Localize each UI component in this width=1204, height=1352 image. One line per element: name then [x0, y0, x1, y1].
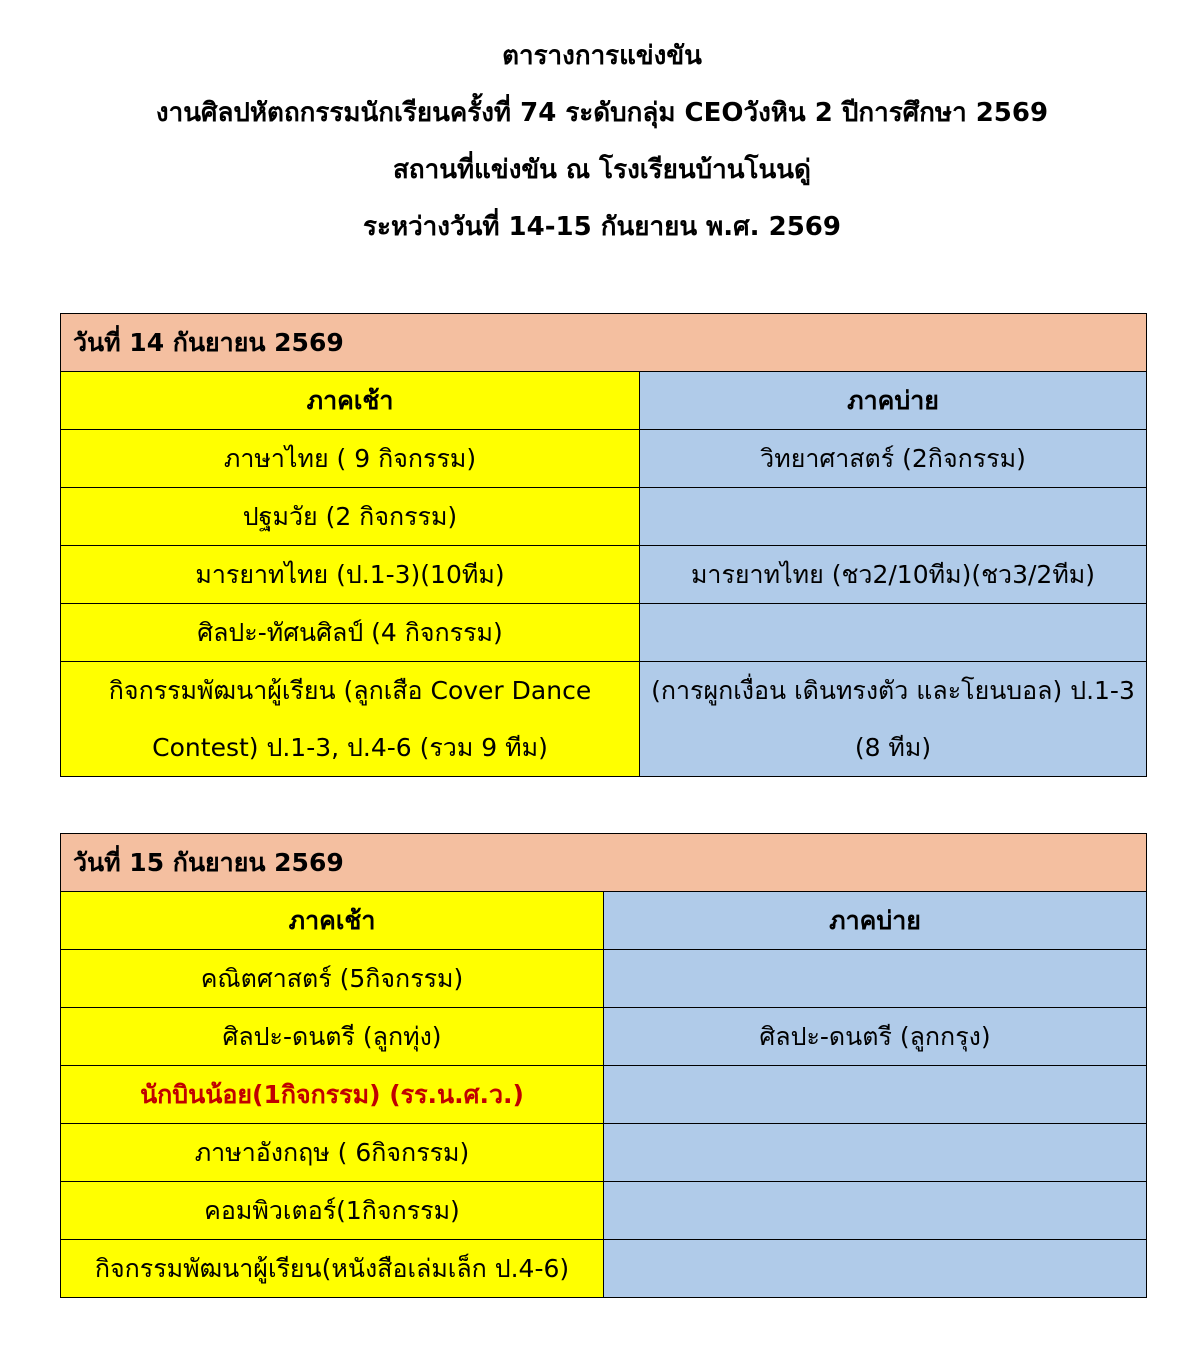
table-row [61, 1066, 1147, 1124]
day-header-row [61, 834, 1147, 892]
day1-afternoon-cell: วิทยาศาสตร์ (2กิจกรรม) [640, 430, 1147, 488]
schedule-table-day1 [60, 313, 1147, 777]
day1-morning-cell: ปฐมวัย (2 กิจกรรม) [61, 488, 640, 546]
day-header-row [61, 314, 1147, 372]
document-title-block [0, 28, 1204, 256]
day2-title: วันที่ 15 กันยายน 2569 [61, 834, 1147, 892]
day2-afternoon-cell [604, 1182, 1147, 1240]
day2-afternoon-header: ภาคบ่าย [604, 892, 1147, 950]
column-header-row [61, 372, 1147, 430]
day2-morning-header: ภาคเช้า [61, 892, 604, 950]
table-row [61, 604, 1147, 662]
table-row [61, 430, 1147, 488]
day2-morning-cell: ภาษาอังกฤษ ( 6กิจกรรม) [61, 1124, 604, 1182]
title-line-4: ระหว่างวันที่ 14-15 กันยายน พ.ศ. 2569 [363, 212, 841, 242]
day1-morning-cell: กิจกรรมพัฒนาผู้เรียน (ลูกเสือ Cover Dance Contest) ป.1-3, ป.4-6 (รวม 9 ทีม) [61, 662, 640, 777]
table-row [61, 546, 1147, 604]
day1-title: วันที่ 14 กันยายน 2569 [61, 314, 1147, 372]
day2-morning-cell-highlight: นักบินน้อย(1กิจกรรม) (รร.น.ศ.ว.) [61, 1066, 604, 1124]
day2-afternoon-cell [604, 950, 1147, 1008]
table-row [61, 950, 1147, 1008]
day1-morning-cell: ศิลปะ-ทัศนศิลป์ (4 กิจกรรม) [61, 604, 640, 662]
table-row [61, 662, 1147, 777]
title-line-2: งานศิลปหัตถกรรมนักเรียนครั้งที่ 74 ระดับกลุ่ม CEOวังหิน 2 ปีการศึกษา 2569 [155, 98, 1049, 128]
day1-morning-cell: มารยาทไทย (ป.1-3)(10ทีม) [61, 546, 640, 604]
day1-afternoon-cell [640, 604, 1147, 662]
day2-morning-cell: ศิลปะ-ดนตรี (ลูกทุ่ง) [61, 1008, 604, 1066]
column-header-row [61, 892, 1147, 950]
day2-morning-cell: คอมพิวเตอร์(1กิจกรรม) [61, 1182, 604, 1240]
day1-morning-header: ภาคเช้า [61, 372, 640, 430]
day2-afternoon-cell: ศิลปะ-ดนตรี (ลูกกรุง) [604, 1008, 1147, 1066]
day1-afternoon-cell: มารยาทไทย (ชว2/10ทีม)(ชว3/2ทีม) [640, 546, 1147, 604]
schedule-table-day2 [60, 833, 1147, 1298]
table-row [61, 1124, 1147, 1182]
day1-afternoon-header: ภาคบ่าย [640, 372, 1147, 430]
day2-afternoon-cell [604, 1124, 1147, 1182]
day1-morning-cell: ภาษาไทย ( 9 กิจกรรม) [61, 430, 640, 488]
day1-afternoon-cell: (การผูกเงื่อน เดินทรงตัว และโยนบอล) ป.1-3 (8 ทีม) [640, 662, 1147, 777]
day2-afternoon-cell [604, 1066, 1147, 1124]
title-line-1: ตารางการแข่งขัน [502, 41, 702, 71]
table-row [61, 1008, 1147, 1066]
table-row [61, 488, 1147, 546]
title-line-3: สถานที่แข่งขัน ณ โรงเรียนบ้านโนนดู่ [393, 155, 811, 185]
day2-morning-cell: กิจกรรมพัฒนาผู้เรียน(หนังสือเล่มเล็ก ป.4-6) [61, 1240, 604, 1298]
day1-afternoon-cell [640, 488, 1147, 546]
table-row [61, 1240, 1147, 1298]
table-row [61, 1182, 1147, 1240]
day2-morning-cell: คณิตศาสตร์ (5กิจกรรม) [61, 950, 604, 1008]
day2-afternoon-cell [604, 1240, 1147, 1298]
